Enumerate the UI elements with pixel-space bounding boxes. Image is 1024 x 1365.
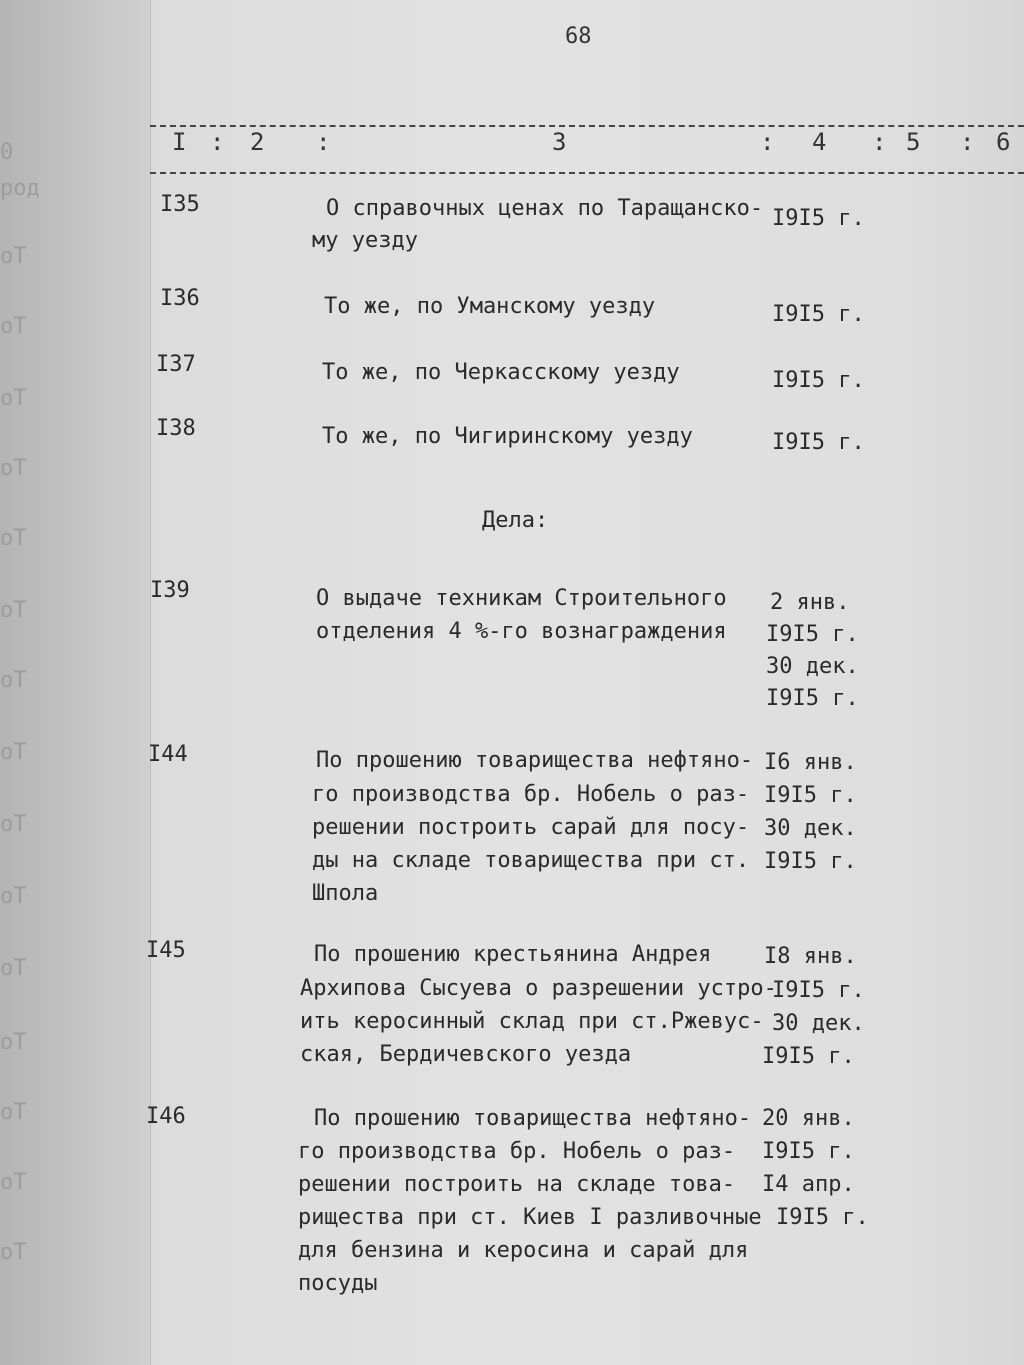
entry-number: I39	[150, 578, 190, 603]
entry-date-line: I9I5 г.	[772, 978, 865, 1003]
entry-text-line: О выдаче техникам Строительного	[316, 586, 727, 611]
entry-text-line: То же, по Уманскому уезду	[324, 294, 656, 319]
margin-ghost: оТ	[0, 598, 27, 623]
column-header-1: I	[172, 128, 187, 156]
entry-text-line: решении построить на складе това-	[298, 1172, 736, 1197]
column-separator: :	[316, 128, 331, 156]
entry-text-line: По прошению товарищества нефтяно-	[314, 1106, 752, 1131]
entry-date-line: I9I5 г.	[762, 1044, 855, 1069]
entry-number: I37	[156, 352, 196, 377]
margin-ghost: оТ	[0, 244, 27, 269]
page-number: 68	[565, 24, 592, 49]
margin-ghost: оТ	[0, 740, 27, 765]
entry-text-line: По прошению товарищества нефтяно-	[316, 748, 754, 773]
entry-number: I36	[160, 286, 200, 311]
column-header-3: 3	[552, 128, 567, 156]
column-separator: :	[210, 128, 225, 156]
entry-text-line: рищества при ст. Киев I разливочные	[298, 1205, 762, 1230]
entry-text-line: То же, по Чигиринскому уезду	[322, 424, 693, 449]
margin-ghost: оТ	[0, 386, 27, 411]
column-separator: :	[872, 128, 887, 156]
header-rule-bottom	[150, 172, 1024, 174]
entry-number: I35	[160, 192, 200, 217]
entry-text-line: По прошению крестьянина Андрея	[314, 942, 712, 967]
entry-date-line: 20 янв.	[762, 1106, 855, 1131]
margin-ghost: 0	[0, 140, 14, 165]
entry-date-line: 30 дек.	[772, 1011, 865, 1036]
entry-date-line: I8 янв.	[764, 944, 857, 969]
entry-date-line: I9I5 г.	[762, 1139, 855, 1164]
entry-text-line: Архипова Сысуева о разрешении устро-	[300, 976, 777, 1001]
margin-ghost: род	[0, 176, 40, 201]
entry-number: I45	[146, 938, 186, 963]
entry-date-line: I9I5 г.	[772, 302, 865, 327]
margin-ghost: оТ	[0, 314, 27, 339]
column-separator: :	[760, 128, 775, 156]
column-header-4: 4	[812, 128, 827, 156]
entry-text-line: для бензина и керосина и сарай для	[298, 1238, 749, 1263]
entry-text-line: решении построить сарай для посу-	[312, 815, 750, 840]
entry-date-line: I9I5 г.	[766, 686, 859, 711]
entry-date-line: 30 дек.	[766, 654, 859, 679]
entry-date-line: I4 апр.	[762, 1172, 855, 1197]
margin-ghost: оТ	[0, 1100, 27, 1125]
margin-ghost: оТ	[0, 1170, 27, 1195]
margin-ghost: оТ	[0, 526, 27, 551]
margin-ghost: оТ	[0, 456, 27, 481]
column-header-6: 6	[996, 128, 1011, 156]
section-title: Дела:	[482, 508, 549, 533]
entry-text-line: ить керосинный склад при ст.Ржевус-	[300, 1009, 764, 1034]
entry-text-line: го производства бр. Нобель о раз-	[312, 782, 750, 807]
entry-date-line: I9I5 г.	[772, 206, 865, 231]
entry-text-line: ды на складе товарищества при ст.	[312, 848, 750, 873]
entry-date-line: I9I5 г.	[776, 1205, 869, 1230]
entry-number: I38	[156, 416, 196, 441]
margin-ghost: оТ	[0, 812, 27, 837]
margin-ghost: оТ	[0, 956, 27, 981]
column-header-2: 2	[250, 128, 265, 156]
adjacent-page-edge	[0, 0, 151, 1365]
entry-text-line: То же, по Черкасскому уезду	[322, 360, 680, 385]
entry-text-line: посуды	[298, 1271, 378, 1296]
margin-ghost: оТ	[0, 1240, 27, 1265]
entry-date-line: 30 дек.	[764, 816, 857, 841]
margin-ghost: оТ	[0, 668, 27, 693]
entry-text-line: му уезду	[312, 228, 418, 253]
entry-text-line: ская, Бердичевского уезда	[300, 1042, 632, 1067]
entry-date-line: I9I5 г.	[772, 430, 865, 455]
entry-text-line: О справочных ценах по Таращанско-	[326, 196, 764, 221]
entry-number: I44	[148, 742, 188, 767]
entry-number: I46	[146, 1104, 186, 1129]
entry-date-line: I6 янв.	[764, 750, 857, 775]
entry-text-line: Шпола	[312, 881, 379, 906]
entry-date-line: I9I5 г.	[766, 622, 859, 647]
entry-date-line: I9I5 г.	[764, 783, 857, 808]
entry-date-line: I9I5 г.	[764, 849, 857, 874]
margin-ghost: оТ	[0, 1030, 27, 1055]
margin-ghost: оТ	[0, 884, 27, 909]
entry-date-line: 2 янв.	[770, 590, 850, 615]
entry-text-line: отделения 4 %-го вознаграждения	[316, 619, 727, 644]
entry-date-line: I9I5 г.	[772, 368, 865, 393]
entry-text-line: го производства бр. Нобель о раз-	[298, 1139, 736, 1164]
column-separator: :	[960, 128, 975, 156]
column-header-5: 5	[906, 128, 921, 156]
header-rule-top	[150, 125, 1024, 127]
